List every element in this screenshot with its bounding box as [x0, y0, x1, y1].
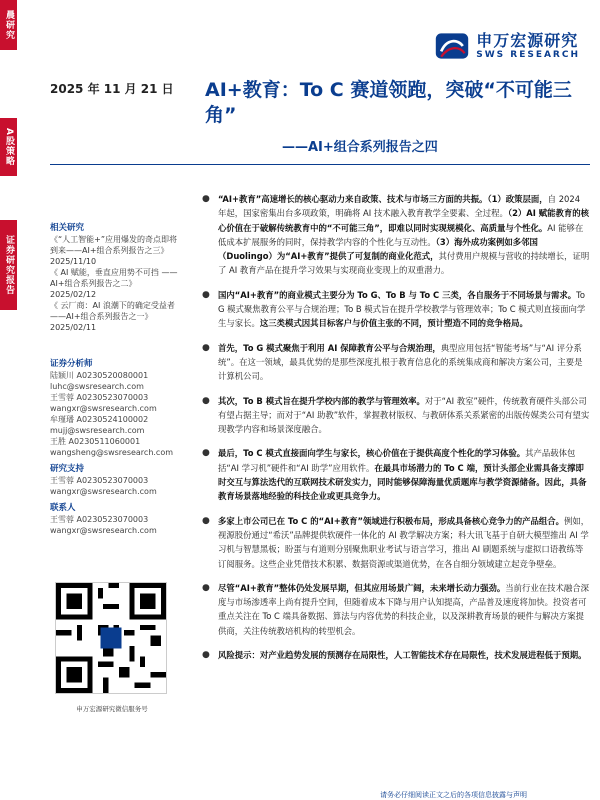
- bullet-bold-text: “AI+教育”高速增长的核心驱动力来自政策、技术与市场三方面的共振。（1）政策层面，: [218, 194, 548, 204]
- bullet-icon: ●: [202, 650, 210, 661]
- bullet-bold-text: 多家上市公司已在 To C 的“AI+教育”领域进行积极布局，形成具备核心竞争力的产品组合。: [218, 515, 564, 526]
- wechat-qr-code: [55, 582, 167, 694]
- summary-bullet: [200, 394, 590, 437]
- bullet-text: 典型应用包括“智能考场”与“AI 评分系统”。在这一领域，最具优势的是那些深度扎根于教育信息化的系统集成商和解决方案公司，主要是计算机公司。: [218, 342, 583, 382]
- contact-email[interactable]: wangxr@swsresearch.com: [50, 526, 157, 535]
- bullet-text: 对于“AI 教室”硬件，传统教育硬件头部公司有望占据主导；而对于“AI 助教”软件，掌握教材版权、与教研体系关系紧密的出版传媒类公司有望实现教学内容和场景深度融合。: [218, 395, 590, 435]
- bullet-icon: ●: [202, 582, 210, 593]
- disclaimer-footer: 请务必仔细阅读正文之后的各项信息披露与声明: [380, 791, 527, 799]
- bullet-text: AI 能够在低成本扩展服务的同时，保持教学内容的个性化与互动性。: [218, 222, 584, 247]
- related-item[interactable]: 《“人工智能+”应用爆发的奇点即将到来——AI+组合系列报告之三》 2025/11/10: [50, 235, 177, 266]
- summary-bullet: [200, 581, 590, 638]
- summary-bullet: [200, 446, 590, 503]
- support-email[interactable]: wangxr@swsresearch.com: [50, 487, 157, 496]
- qr-caption: 申万宏源研究微信服务号: [76, 705, 148, 713]
- sws-logo-icon: [434, 28, 470, 64]
- sidebar-tag-daily: 晨研究: [0, 0, 17, 50]
- support-line: 王雪蓉 A0230523070003: [50, 476, 149, 485]
- bullet-bold-text: 尽管“AI+教育”整体仍处发展早期，但其应用场景广阔，未来增长动力强劲。: [218, 582, 506, 593]
- bullet-bold-text: 其次，To B 模式旨在提升学校内部的教学与管理效率。: [218, 395, 425, 406]
- sidebar-tag-strategy: A股策略: [0, 118, 17, 176]
- contact-heading: 联系人: [50, 503, 76, 513]
- analyst-line: 牟瑾璠 A0230524100002: [50, 415, 149, 424]
- analyst-email[interactable]: wangxr@swsresearch.com: [50, 404, 157, 413]
- analyst-email[interactable]: mujj@swsresearch.com: [50, 426, 145, 435]
- analysts-heading: 证券分析师: [50, 359, 93, 369]
- related-item[interactable]: 《 AI 赋能，垂直应用势不可挡 ——AI+组合系列报告之二》2025/02/12: [50, 268, 178, 299]
- bullet-bold-text: 首先，To G 模式聚焦于利用 AI 保障教育公平与合规治理，: [218, 342, 441, 353]
- analyst-line: 王胜 A0230511060001: [50, 437, 141, 446]
- bullet-text: 当前行业在技术融合深度与市场渗透率上尚有提升空间，但随着成本下降与用户认知提高，产品普及速度将加快。投资者可重点关注在 To C 端具备数据、算法与内容优势的科技企业，以及深耕教育场景的硬件与解决方案提供商，关注传统教培机构的转型机会。: [218, 582, 589, 636]
- bullet-text: To G 模式聚焦教育公平与合规治理；To B 模式旨在提升学校教学与管理效率；To C 模式则直接面向学生与家长。: [218, 289, 586, 329]
- bullet-bold-text: 风险提示：: [218, 650, 260, 661]
- summary-bullet: [200, 648, 590, 662]
- report-subtitle: ——AI+组合系列报告之四: [282, 140, 438, 155]
- left-info-column: [50, 217, 180, 536]
- bullet-bold-text: 国内“AI+教育”的商业模式主要分为 To G、To B 与 To C 三类，各自服务于不同场景与需求。: [218, 289, 577, 300]
- bullet-icon: ●: [202, 194, 210, 204]
- bullet-text: 自 2024 年起，国家密集出台多项政策，明确将 AI 技术融入教育教学全要素、全过程。: [218, 194, 581, 219]
- logo-en-text: SWS RESEARCH: [476, 50, 580, 60]
- sidebar-tag-report: 证券研究报告: [0, 220, 17, 310]
- summary-bullet: [200, 192, 590, 278]
- sws-logo: [434, 28, 580, 64]
- analyst-line: 陆颖川 A0230520080001: [50, 371, 149, 380]
- bullet-bold-text: 在最具市场潜力的 To C 端，预计头部企业需具备支撑即时交互与算法迭代的互联网技术研发实力，同时能够保障海量优质题库与教学资源储备。因此，具备教育场景落地经验的科技企业或更具竞争力。: [218, 462, 587, 502]
- analyst-email[interactable]: wangsheng@swsresearch.com: [50, 448, 174, 457]
- bullet-icon: ●: [202, 289, 210, 300]
- contact-line: 王雪蓉 A0230523070003: [50, 515, 149, 524]
- summary-bullet: [200, 341, 590, 384]
- bullet-icon: ●: [202, 515, 210, 526]
- analyst-email[interactable]: luhc@swsresearch.com: [50, 382, 144, 391]
- bullet-bold-text: （3）海外成功案例如多邻国（Duolingo）为“AI+教育”提供了可复制的商业化范式，: [218, 236, 538, 262]
- bullet-bold-text: （2）AI 赋能教育的核心价值在于破解传统教育中的“不可能三角”，即难以同时实现规模化、高质量与个性化。: [218, 208, 590, 233]
- related-heading: 相关研究: [50, 223, 85, 233]
- support-heading: 研究支持: [50, 464, 85, 474]
- report-date: 2025 年 11 月 21 日: [50, 82, 174, 96]
- bullet-bold-text: 最后，To C 模式直接面向学生与家长，核心价值在于提供高度个性化的学习体验。: [218, 448, 526, 459]
- bullet-icon: ●: [202, 448, 210, 459]
- bullet-text: 例如，视源股份通过“希沃”品牌提供软硬件一体化的 AI 教学解决方案；科大讯飞基于自研大模型推出 AI 学习机与智慧黑板；盼蛋与有道则分别聚焦职业考试与语言学习，推出 AI 刷题系统与虚拟口语教练等订阅服务。这些企业凭借技术积累、数据资源或渠道优势，在各自细分领域建立起竞争壁垒。: [218, 515, 590, 569]
- bullet-bold-text: 对产业趋势发展的预测存在局限性，人工智能技术存在局限性，技术发展进程低于预期。: [259, 650, 587, 661]
- bullet-bold-text: 这三类模式因其目标客户与价值主张的不同，预计塑造不同的竞争格局。: [259, 318, 528, 329]
- related-item[interactable]: 《 云厂商：AI 浪潮下的确定受益者——AI+组合系列报告之一》2025/02/11: [50, 301, 175, 332]
- sidebar: [0, 0, 17, 800]
- bullet-icon: ●: [202, 395, 210, 406]
- bullet-text: 其产品载体包括“AI 学习机”硬件和“AI 助学”应用软件。: [218, 448, 576, 473]
- summary-bullet: [200, 288, 590, 331]
- bullet-icon: ●: [202, 342, 210, 353]
- title-divider: [50, 164, 590, 165]
- analyst-line: 王雪蓉 A0230523070003: [50, 393, 149, 402]
- report-title: AI+教育：To C 赛道领跑，突破“不可能三角”: [205, 79, 572, 126]
- logo-cn-text: 申万宏源研究: [476, 31, 579, 50]
- summary-bullet: [200, 514, 590, 571]
- bullet-text: 其付费用户规模与营收的持续增长，证明了 AI 教育产品在提升学习效果与实现商业变现上的双重潜力。: [218, 251, 590, 276]
- summary-bullets: [200, 192, 590, 672]
